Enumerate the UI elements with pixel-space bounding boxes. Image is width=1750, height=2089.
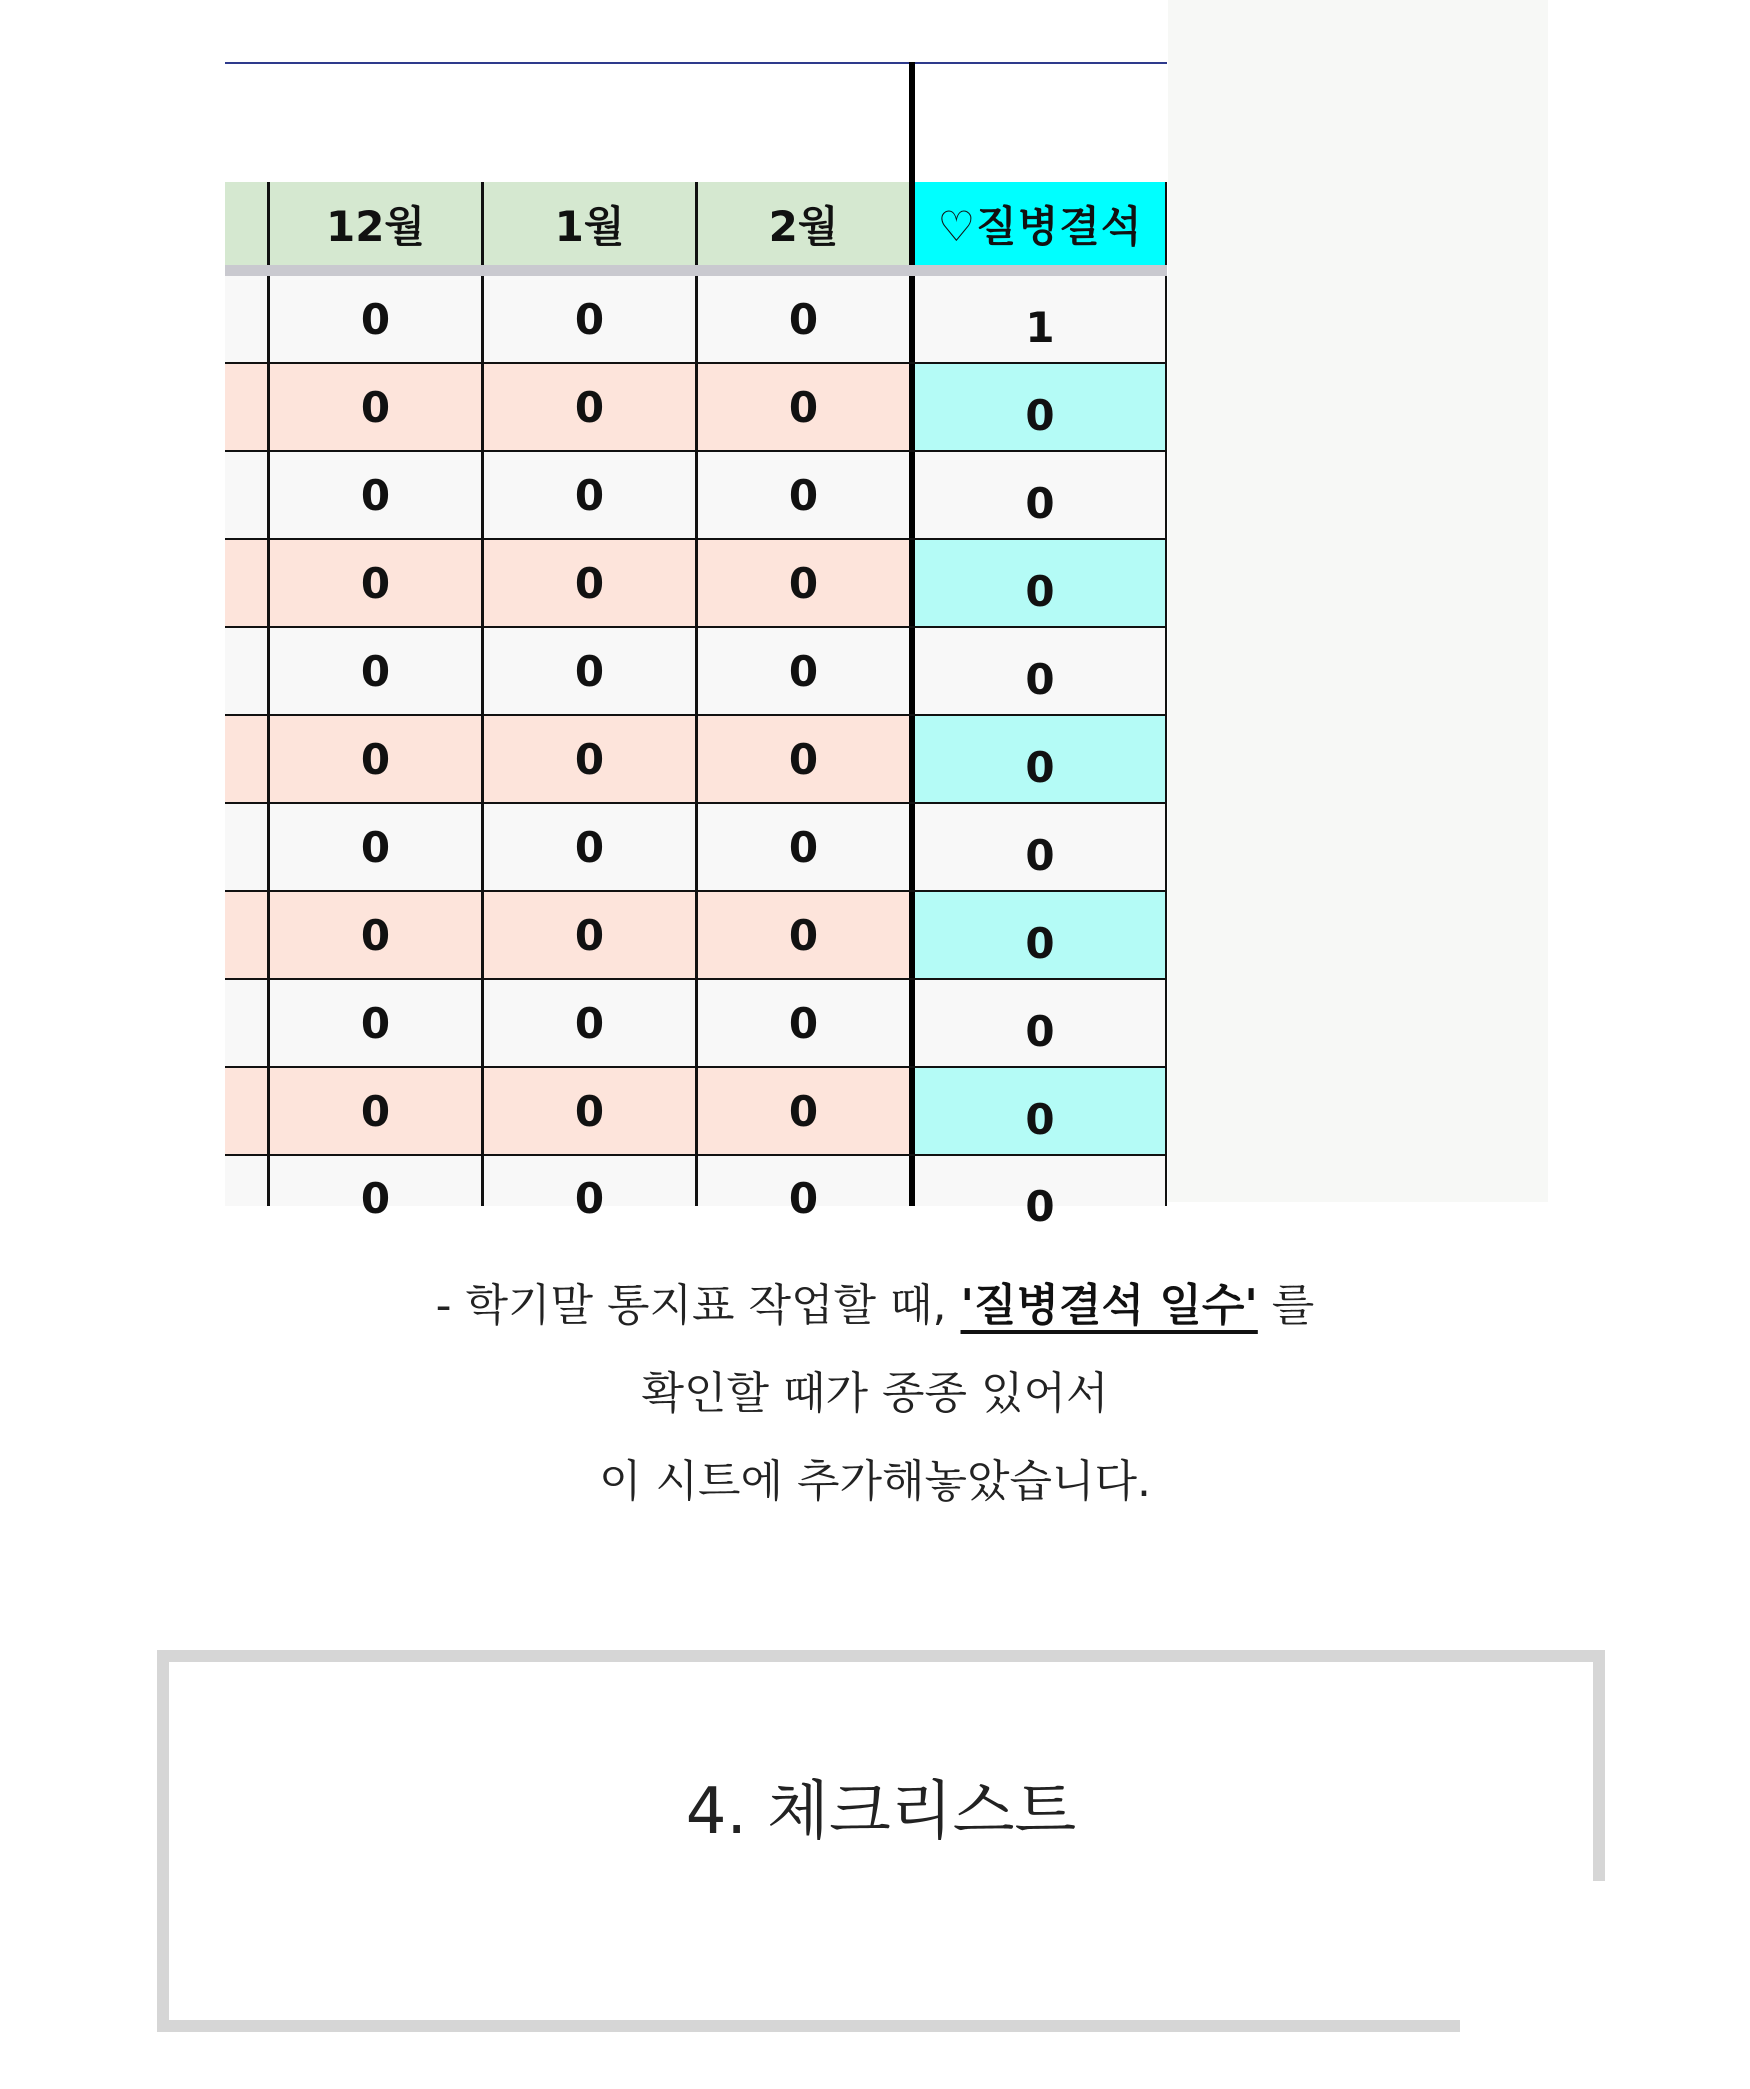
cell-illness-absence: 0 — [909, 540, 1167, 626]
table-row — [225, 628, 1167, 716]
cell-december: 0 — [267, 1156, 481, 1206]
row-stub-cell — [225, 980, 267, 1066]
header-cell-illness-absence: ♡질병결석 — [909, 182, 1167, 265]
cell-february: 0 — [695, 1156, 909, 1206]
row-stub-cell — [225, 628, 267, 714]
cell-illness-absence: 0 — [909, 1068, 1167, 1154]
table-row — [225, 716, 1167, 804]
table-row — [225, 276, 1167, 364]
row-stub-cell — [225, 364, 267, 450]
description-line-1 — [0, 1262, 1750, 1350]
attendance-grid — [225, 182, 1167, 1231]
cell-december: 0 — [267, 276, 481, 362]
cell-illness-absence: 0 — [909, 364, 1167, 450]
cell-illness-absence: 0 — [909, 804, 1167, 890]
cell-january: 0 — [481, 452, 695, 538]
cell-february: 0 — [695, 628, 909, 714]
box-border-bottom — [157, 2020, 1460, 2032]
row-stub-cell — [225, 1068, 267, 1154]
description-line-2: 확인할 때가 종종 있어서 — [641, 1368, 1109, 1419]
cell-january: 0 — [481, 364, 695, 450]
row-stub-cell — [225, 452, 267, 538]
row-stub-cell — [225, 540, 267, 626]
description-line-1-suffix: 를 — [1257, 1280, 1315, 1331]
cell-february: 0 — [695, 980, 909, 1066]
cell-january: 0 — [481, 1156, 695, 1206]
cell-december: 0 — [267, 804, 481, 890]
sheet-top-border — [225, 62, 1167, 64]
cell-february: 0 — [695, 276, 909, 362]
header-cell-february: 2월 — [695, 182, 909, 265]
cell-illness-absence: 0 — [909, 452, 1167, 538]
header-cell-december: 12월 — [267, 182, 481, 265]
cell-december: 0 — [267, 364, 481, 450]
cell-illness-absence: 1 — [909, 276, 1167, 362]
cell-january: 0 — [481, 980, 695, 1066]
cell-illness-absence: 0 — [909, 716, 1167, 802]
table-row — [225, 452, 1167, 540]
cell-january: 0 — [481, 716, 695, 802]
side-panel — [1168, 0, 1548, 1202]
header-cell-january: 1월 — [481, 182, 695, 265]
description-line-1-prefix: - 학기말 통지표 작업할 때, — [435, 1280, 961, 1331]
description-highlight: '질병결석 일수' — [960, 1280, 1258, 1331]
cell-february: 0 — [695, 452, 909, 538]
cell-february: 0 — [695, 1068, 909, 1154]
column-divider-thick — [909, 62, 915, 182]
cell-december: 0 — [267, 540, 481, 626]
cell-december: 0 — [267, 980, 481, 1066]
cell-january: 0 — [481, 628, 695, 714]
cell-illness-absence: 0 — [909, 892, 1167, 978]
cell-illness-absence: 0 — [909, 1156, 1167, 1206]
row-stub-cell — [225, 804, 267, 890]
cell-february: 0 — [695, 364, 909, 450]
cell-january: 0 — [481, 804, 695, 890]
cell-december: 0 — [267, 1068, 481, 1154]
cell-december: 0 — [267, 892, 481, 978]
cell-january: 0 — [481, 540, 695, 626]
table-row — [225, 540, 1167, 628]
cell-january: 0 — [481, 276, 695, 362]
spreadsheet-screenshot — [225, 0, 1167, 1231]
cell-december: 0 — [267, 452, 481, 538]
table-row — [225, 980, 1167, 1068]
table-row — [225, 804, 1167, 892]
row-stub-cell — [225, 276, 267, 362]
data-rows — [225, 276, 1167, 1231]
description-text — [0, 1262, 1750, 1526]
box-border-top — [157, 1650, 1605, 1662]
table-row — [225, 1156, 1167, 1231]
table-row — [225, 364, 1167, 452]
header-separator — [225, 265, 1167, 276]
cell-illness-absence: 0 — [909, 980, 1167, 1066]
description-line-3: 이 시트에 추가해놓았습니다. — [598, 1456, 1151, 1507]
cell-february: 0 — [695, 540, 909, 626]
row-stub-cell — [225, 892, 267, 978]
cell-february: 0 — [695, 892, 909, 978]
row-stub-cell — [225, 716, 267, 802]
cell-illness-absence: 0 — [909, 628, 1167, 714]
cell-december: 0 — [267, 716, 481, 802]
section-heading-box — [157, 1650, 1605, 2032]
cell-january: 0 — [481, 892, 695, 978]
row-stub-cell — [225, 1156, 267, 1206]
table-row — [225, 1068, 1167, 1156]
section-title: 4. 체크리스트 — [685, 1775, 1077, 1849]
cell-february: 0 — [695, 716, 909, 802]
cell-january: 0 — [481, 1068, 695, 1154]
cell-february: 0 — [695, 804, 909, 890]
cell-december: 0 — [267, 628, 481, 714]
table-row — [225, 892, 1167, 980]
header-cell-stub — [225, 182, 267, 265]
header-row — [225, 182, 1167, 265]
